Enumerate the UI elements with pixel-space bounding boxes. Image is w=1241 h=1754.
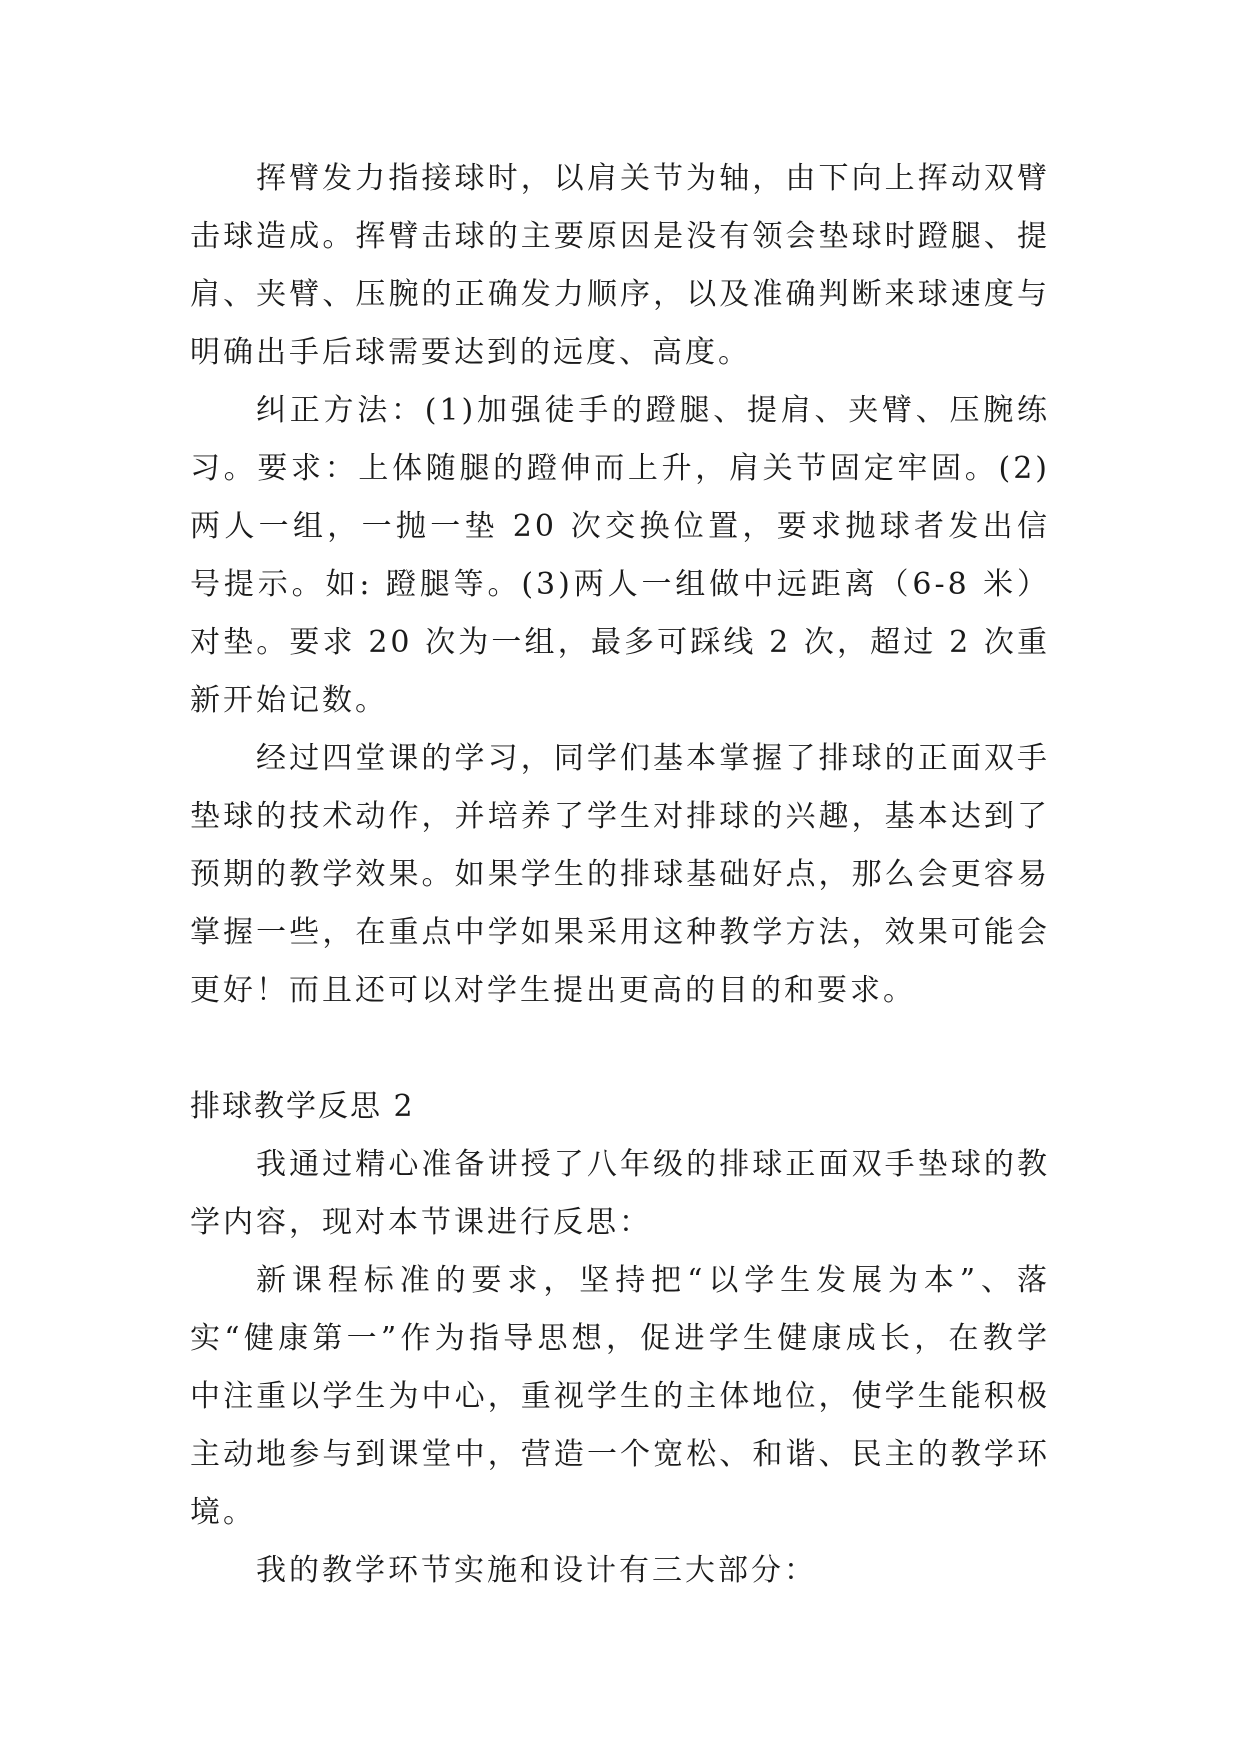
paragraph: 新课程标准的要求，坚持把“以学生发展为本”、落实“健康第一”作为指导思想，促进学生健康成长，在教学中注重以学生为中心，重视学生的主体地位，使学生能积极主动地参与到课堂中，营造一个宽松、和谐、民主的教学环境。 — [190, 1263, 1050, 1530]
paragraph: 我的教学环节实施和设计有三大部分： — [256, 1553, 817, 1588]
paragraph: 经过四堂课的学习，同学们基本掌握了排球的正面双手垫球的技术动作，并培养了学生对排球的兴趣，基本达到了预期的教学效果。如果学生的排球基础好点，那么会更容易掌握一些，在重点中学如果采用这种教学方法，效果可能会更好！而且还可以对学生提出更高的目的和要求。 — [190, 741, 1050, 1008]
paragraph: 纠正方法：(1)加强徒手的蹬腿、提肩、夹臂、压腕练习。要求：上体随腿的蹬伸而上升，肩关节固定牢固。(2)两人一组，一抛一垫 20 次交换位置，要求抛球者发出信号提示。如: 蹬腿等。(3)两人一组做中远距离（6-8 米）对垫。要求 20 次为一组，最多可踩线 2 次，超过 2 次重新开始记数。 — [190, 393, 1050, 718]
document-body — [190, 150, 1050, 1600]
section-title: 排球教学反思 2 — [190, 1089, 415, 1124]
paragraph: 挥臂发力指接球时，以肩关节为轴，由下向上挥动双臂击球造成。挥臂击球的主要原因是没有领会垫球时蹬腿、提肩、夹臂、压腕的正确发力顺序，以及准确判断来球速度与明确出手后球需要达到的远度、高度。 — [190, 161, 1050, 370]
paragraph: 我通过精心准备讲授了八年级的排球正面双手垫球的教学内容，现对本节课进行反思： — [190, 1147, 1050, 1240]
